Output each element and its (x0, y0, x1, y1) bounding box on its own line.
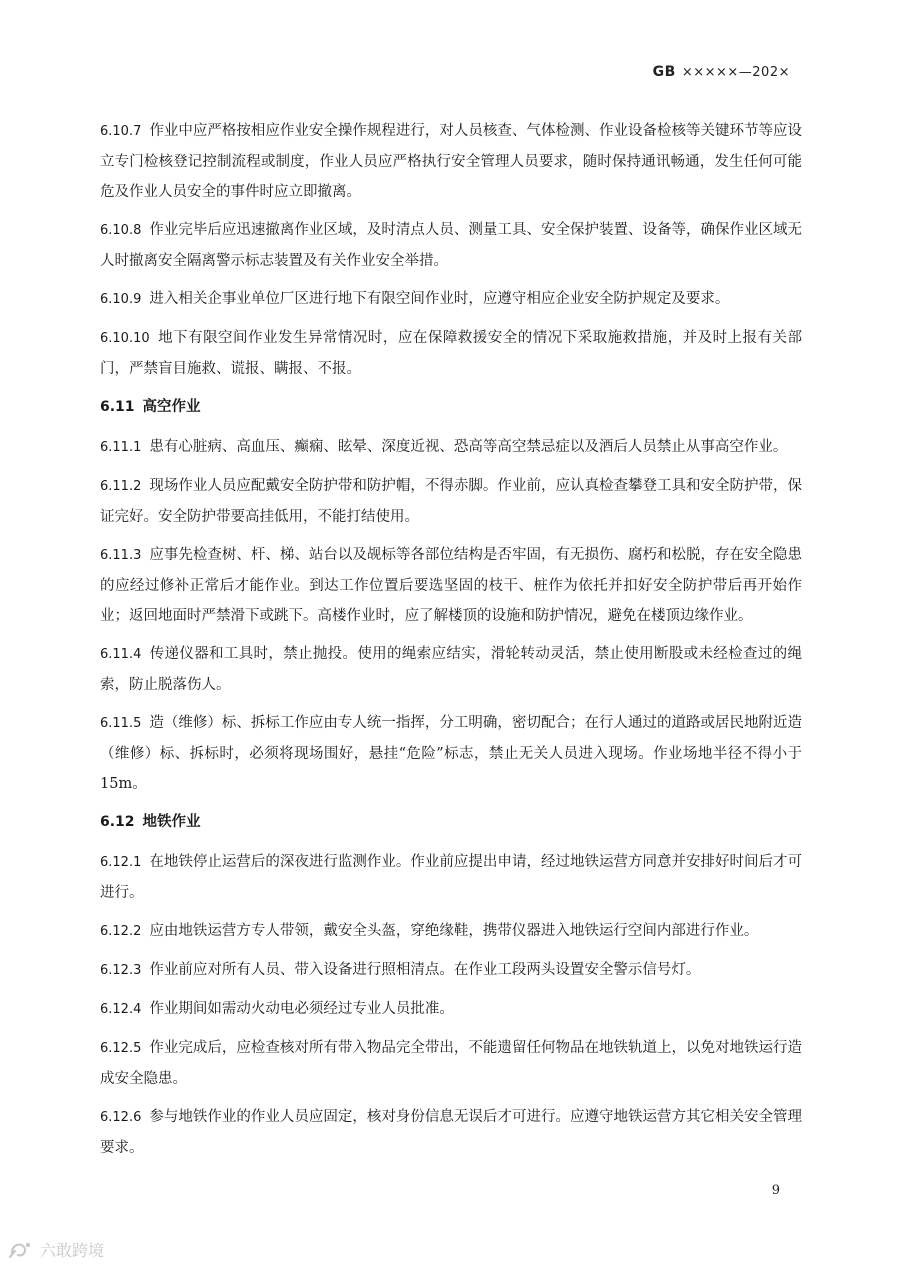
clause-text: 参与地铁作业的作业人员应固定，核对身份信息无误后才可进行。应遵守地铁运营方其它相关安全管理要求。 (100, 1109, 802, 1156)
clause-6-12-5 (100, 1033, 802, 1094)
clause-6-12-4 (100, 994, 802, 1025)
clause-6-11-5 (100, 708, 802, 799)
clause-6-12-1 (100, 847, 802, 908)
brand-logo-icon (8, 1239, 34, 1261)
clause-text: 传递仪器和工具时，禁止抛投。使用的绳索应结实，滑轮转动灵活，禁止使用断股或未经检查过的绳索，防止脱落伤人。 (100, 646, 802, 693)
clause-number: 6.12.4 (100, 1002, 142, 1017)
clause-6-10-8 (100, 215, 802, 276)
clause-number: 6.11.1 (100, 440, 142, 455)
clause-text: 作业完毕后应迅速撤离作业区域，及时清点人员、测量工具、安全保护装置、设备等，确保作业区域无人时撤离安全隔离警示标志装置及有关作业安全举措。 (100, 222, 802, 269)
clause-6-12-2 (100, 916, 802, 947)
clause-text: 作业前应对所有人员、带入设备进行照相清点。在作业工段两头设置安全警示信号灯。 (149, 962, 701, 978)
clause-number: 6.11.4 (100, 647, 142, 662)
clause-number: 6.12.1 (100, 855, 142, 870)
clause-text: 应由地铁运营方专人带领，戴安全头盔，穿绝缘鞋，携带仪器进入地铁运行空间内部进行作业。 (149, 923, 759, 939)
clause-number: 6.10.8 (100, 223, 142, 238)
clause-number: 6.10.10 (100, 331, 150, 346)
section-number: 6.11 (100, 399, 135, 415)
watermark (8, 1238, 104, 1261)
clause-text: 作业期间如需动火动电必须经过专业人员批准。 (149, 1001, 454, 1017)
clause-number: 6.10.7 (100, 124, 142, 139)
clause-text: 造（维修）标、拆标工作应由专人统一指挥，分工明确，密切配合；在行人通过的道路或居民地附近造（维修）标、拆标时，必须将现场围好，悬挂“危险”标志，禁止无关人员进入现场。作业场地半径不得小于15m。 (100, 715, 802, 792)
clause-number: 6.11.2 (100, 479, 142, 494)
section-heading-6-11 (100, 392, 802, 422)
clause-number: 6.10.9 (100, 292, 142, 307)
clause-number: 6.11.3 (100, 548, 142, 563)
watermark-text: 六敢跨境 (40, 1241, 105, 1260)
clause-text: 作业完成后，应检查核对所有带入物品完全带出，不能遗留任何物品在地铁轨道上，以免对地铁运行造成安全隐患。 (100, 1040, 802, 1087)
section-title: 高空作业 (142, 399, 201, 415)
clause-6-11-2 (100, 471, 802, 532)
clause-number: 6.12.2 (100, 924, 142, 939)
clause-6-11-3 (100, 540, 802, 631)
clause-number: 6.11.5 (100, 716, 142, 731)
clause-number: 6.12.6 (100, 1110, 142, 1125)
clause-number: 6.12.3 (100, 963, 142, 978)
clause-text: 地下有限空间作业发生异常情况时，应在保障救援安全的情况下采取施救措施，并及时上报有关部门，严禁盲目施救、谎报、瞒报、不报。 (100, 330, 802, 377)
clause-6-10-9 (100, 284, 802, 315)
page-number: 9 (771, 1183, 780, 1198)
document-body (100, 116, 802, 1171)
clause-6-12-3 (100, 955, 802, 986)
standard-number: ×××××—202× (681, 65, 790, 80)
clause-6-10-10 (100, 323, 802, 384)
section-title: 地铁作业 (142, 814, 201, 830)
clause-text: 应事先检查树、杆、梯、站台以及觇标等各部位结构是否牢固，有无损伤、腐朽和松脱，存在安全隐患的应经过修补正常后才能作业。到达工作位置后要选坚固的枝干、桩作为依托并扣好安全防护带后再开始作业；返回地面时严禁滑下或跳下。高楼作业时，应了解楼顶的设施和防护情况，避免在楼顶边缘作业。 (100, 547, 802, 624)
clause-text: 进入相关企事业单位厂区进行地下有限空间作业时，应遵守相应企业安全防护规定及要求。 (149, 291, 730, 307)
clause-text: 现场作业人员应配戴安全防护带和防护帽，不得赤脚。作业前，应认真检查攀登工具和安全防护带，保证完好。安全防护带要高挂低用，不能打结使用。 (100, 478, 802, 525)
clause-text: 在地铁停止运营后的深夜进行监测作业。作业前应提出申请，经过地铁运营方同意并安排好时间后才可进行。 (100, 854, 802, 901)
standard-code (653, 64, 790, 80)
clause-6-11-4 (100, 639, 802, 700)
clause-6-11-1 (100, 432, 802, 463)
clause-text: 患有心脏病、高血压、癫痫、眩晕、深度近视、恐高等高空禁忌症以及酒后人员禁止从事高空作业。 (149, 439, 788, 455)
standard-prefix: GB (652, 64, 676, 80)
clause-number: 6.12.5 (100, 1041, 142, 1056)
clause-6-10-7 (100, 116, 802, 207)
section-number: 6.12 (100, 814, 135, 830)
clause-6-12-6 (100, 1102, 802, 1163)
clause-text: 作业中应严格按相应作业安全操作规程进行，对人员核查、气体检测、作业设备检核等关键环节等应设立专门检核登记控制流程或制度，作业人员应严格执行安全管理人员要求，随时保持通讯畅通，发生任何可能危及作业人员安全的事件时应立即撤离。 (100, 123, 802, 200)
section-heading-6-12 (100, 807, 802, 837)
